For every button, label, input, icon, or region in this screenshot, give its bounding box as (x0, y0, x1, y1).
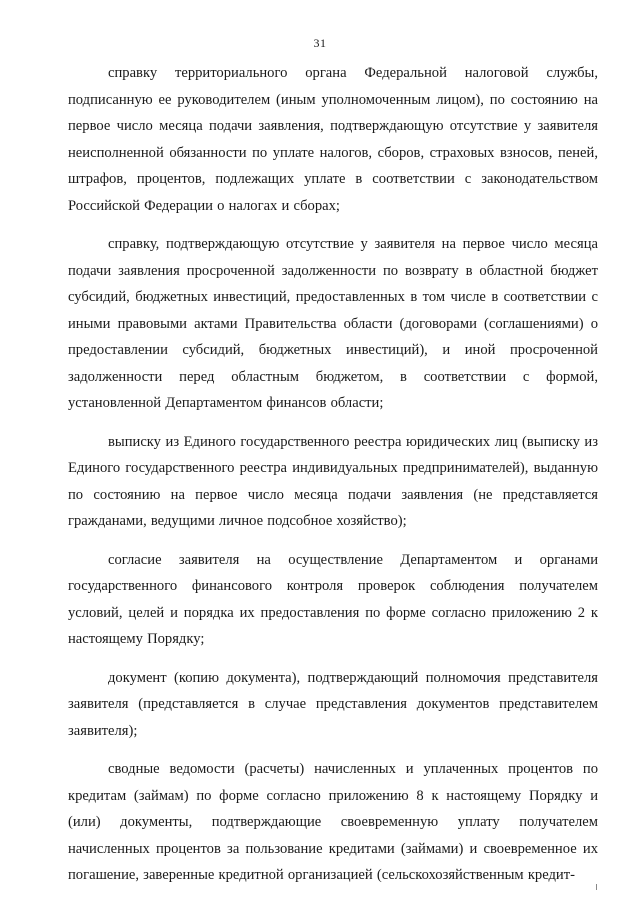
paragraph-tax-certificate: справку территориального органа Федеральной налоговой службы, подписанную ее руководителем (иным уполномоченным лицом), по состоянию на первое число месяца подачи заявления, подтверждающую отсутствие у заявителя неисполненной обязанности по уплате налогов, сборов, страховых взносов, пеней, штрафов, процентов, подлежащих уплате в соответствии с законодательством Российской Федерации о налогах и сборах; (68, 65, 598, 214)
scan-mark (596, 884, 597, 890)
document-body (68, 60, 598, 901)
paragraph-registry-extract: выписку из Единого государственного реестра юридических лиц (выписку из Единого государственного реестра индивидуальных предпринимателей), выданную по состоянию на первое число месяца подачи заявления (не представляется гражданами, ведущими личное подсобное хозяйство); (68, 433, 598, 529)
paragraph-interest-statements: сводные ведомости (расчеты) начисленных и уплаченных процентов по кредитам (займам) по форме согласно приложению 8 к настоящему Порядку и (или) документы, подтверждающие своевременную уплату получателем начисленных процентов за пользование кредитами (займами) и своевременное их погашение, заверенные кредитной организацией (сельскохозяйственным кредит- (68, 761, 598, 883)
paragraph-authority-document: документ (копию документа), подтверждающий полномочия представителя заявителя (представляется в случае представления документов представителем заявителя); (68, 669, 598, 739)
page-number: 31 (313, 36, 327, 50)
paragraph-debt-certificate: справку, подтверждающую отсутствие у заявителя на первое число месяца подачи заявления просроченной задолженности по возврату в областной бюджет субсидий, бюджетных инвестиций, предоставленных в том числе в соответствии с иными правовыми актами Правительства области (договорами (соглашениями) о предоставлении субсидий, бюджетных инвестиций), и иной просроченной задолженности перед областным бюджетом, в соответствии с формой, установленной Департаментом финансов области; (68, 236, 598, 411)
paragraph-inspection-consent: согласие заявителя на осуществление Департаментом и органами государственного финансового контроля проверок соблюдения получателем условий, целей и порядка их предоставления по форме согласно приложению 2 к настоящему Порядку; (68, 551, 598, 647)
